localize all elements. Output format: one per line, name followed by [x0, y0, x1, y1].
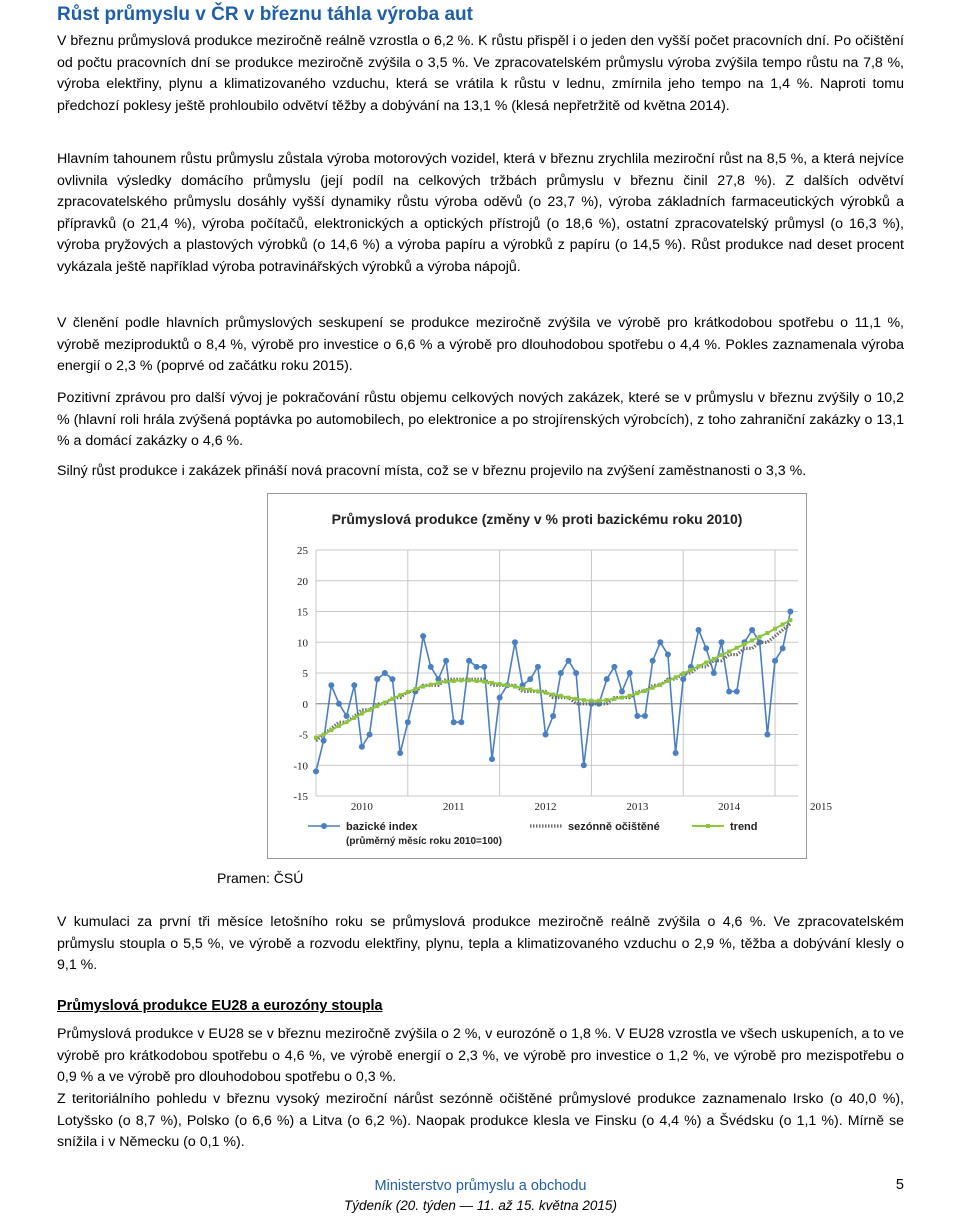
trend-point: [398, 693, 402, 697]
trend-point: [345, 720, 349, 724]
base-index-point: [581, 762, 587, 768]
x-tick-label: 2011: [442, 801, 465, 813]
trend-point: [505, 683, 509, 687]
base-index-point: [726, 688, 732, 694]
base-index-point: [627, 670, 633, 676]
base-index-point: [780, 645, 786, 651]
base-index-point: [466, 658, 472, 664]
trend-point: [720, 653, 724, 657]
trend-point: [475, 679, 479, 683]
y-tick-label: 20: [297, 575, 308, 588]
trend-point: [735, 646, 739, 650]
trend-point: [436, 681, 440, 685]
y-tick-label: 25: [297, 545, 308, 557]
base-index-point: [481, 664, 487, 670]
base-index-point: [558, 670, 564, 676]
trend-point: [750, 638, 754, 642]
trend-point: [704, 661, 708, 665]
trend-point: [666, 679, 670, 683]
base-index-point: [489, 756, 495, 762]
page-number: 5: [895, 1177, 904, 1193]
trend-point: [658, 683, 662, 687]
base-index-point: [389, 676, 395, 682]
trend-point: [329, 728, 333, 732]
paragraph-4: Pozitivní zprávou pro další vývoj je pokračování růstu objemu celkových nových zakázek, které se v průmyslu v březnu zvýšily o 10,2 % (hlavní roli hrála zvýšená poptávka po automobilech, po elektronice a po strojírenských výrobcích), z toho zahraniční zakázky o 13,1 % a domácí zakázky o 4,6 %.: [57, 390, 904, 449]
footer-week: Týdeník (20. týden — 11. až 15. května 2015): [344, 1198, 617, 1213]
base-index-point: [397, 750, 403, 756]
trend-point: [559, 694, 563, 698]
base-index-point: [703, 645, 709, 651]
base-index-point: [665, 652, 671, 658]
base-index-point: [634, 713, 640, 719]
base-index-point: [344, 713, 350, 719]
trend-point: [582, 698, 586, 702]
base-index-point: [734, 688, 740, 694]
base-index-point: [611, 664, 617, 670]
base-index-point: [405, 719, 411, 725]
base-index-point: [642, 713, 648, 719]
trend-point: [314, 736, 318, 740]
trend-point: [322, 733, 326, 737]
trend-point: [674, 675, 678, 679]
series-line-trend: [316, 620, 790, 738]
legend-sublabel-base-index: (průměrný měsíc roku 2010=100): [346, 836, 502, 847]
base-index-point: [374, 676, 380, 682]
x-tick-label: 2010: [350, 801, 373, 813]
base-index-point: [367, 732, 373, 738]
legend-marker-trend: [706, 824, 710, 828]
base-index-point: [680, 676, 686, 682]
trend-point: [758, 635, 762, 639]
paragraph-6: V kumulaci za první tři měsíce letošního roku se průmyslová produkce meziročně reálně zvýšila o 4,6 %. Ve zpracovatelském průmyslu stoupla o 5,5 %, ve výrobě a rozvodu elektřiny, plynu, tepla a klimatizovaného vzduchu o 2,9 %, těžba a dobývání klesly o 9,1 %.: [57, 914, 904, 973]
trend-point: [444, 680, 448, 684]
legend-label-seasonally-adjusted: sezónně očištěné: [568, 821, 660, 833]
base-index-point: [696, 627, 702, 633]
y-tick-label: -10: [293, 760, 308, 773]
base-index-point: [420, 633, 426, 639]
base-index-point: [328, 682, 334, 688]
paragraph-8: Z teritoriálního pohledu v březnu vysoký meziroční nárůst sezónně očištěné průmyslové produkce zaznamenalo Irsko (o 40,0 %), Lotyšsko (o 8,7 %), Polsko (o 6,6 %) a Litva (o 6,2 %). Naopak produkce klesla ve Finsku (o 4,4 %) a Švédsku (o 1,1 %). Mírně se snížila i v Německu (o 0,1 %).: [57, 1091, 904, 1150]
legend-marker-base-index: [321, 823, 327, 829]
x-tick-label: 2015: [809, 801, 832, 813]
y-tick-label: 15: [297, 606, 308, 619]
base-index-point: [428, 664, 434, 670]
trend-point: [773, 627, 777, 631]
trend-point: [566, 696, 570, 700]
base-index-point: [711, 670, 717, 676]
trend-point: [689, 668, 693, 672]
trend-point: [521, 686, 525, 690]
base-index-point: [321, 738, 327, 744]
trend-point: [681, 672, 685, 676]
trend-point: [498, 682, 502, 686]
source-note: Pramen: ČSÚ: [217, 870, 304, 886]
trend-point: [467, 678, 471, 682]
base-index-point: [565, 658, 571, 664]
trend-point: [536, 689, 540, 693]
trend-point: [413, 687, 417, 691]
base-index-point: [719, 639, 725, 645]
trend-point: [375, 704, 379, 708]
base-index-point: [359, 744, 365, 750]
base-index-point: [443, 658, 449, 664]
trend-point: [452, 679, 456, 683]
base-index-point: [474, 664, 480, 670]
y-tick-label: -15: [293, 791, 308, 803]
production-chart: [267, 493, 832, 859]
trend-point: [459, 678, 463, 682]
base-index-point: [764, 732, 770, 738]
base-index-point: [351, 682, 357, 688]
base-index-point: [787, 609, 793, 615]
page-title: Růst průmyslu v ČR v březnu táhla výroba aut: [57, 4, 473, 25]
chart-svg: [268, 494, 832, 858]
trend-point: [390, 697, 394, 701]
base-index-point: [451, 719, 457, 725]
trend-point: [352, 716, 356, 720]
trend-point: [383, 701, 387, 705]
base-index-point: [336, 701, 342, 707]
trend-point: [406, 690, 410, 694]
base-index-point: [749, 627, 755, 633]
section-heading: Průmyslová produkce EU28 a eurozóny stoupla: [57, 998, 383, 1014]
trend-point: [528, 688, 532, 692]
trend-point: [574, 697, 578, 701]
y-tick-label: 10: [297, 637, 308, 650]
trend-point: [781, 622, 785, 626]
trend-point: [712, 657, 716, 661]
paragraph-1: V březnu průmyslová produkce meziročně reálně vzrostla o 6,2 %. K růstu přispěl i o jeden den vyšší počet pracovních dní. Po očištění od počtu pracovních dní se produkce meziročně zvýšila o 3,5 %. Ve zpracovatelském průmyslu výroba zvýšila tempo růstu na 7,8 %, výroba elektřiny, plynu a klimatizovaného vzduchu, která se vrátila k růstu v lednu, zmírnila jeho tempo na 1,4 %. Naproti tomu předchozí poklesy ještě prohloubilo odvětví těžby a dobývání na 13,1 % (klesá nepřetržitě od května 2014).: [57, 33, 904, 114]
base-index-point: [673, 750, 679, 756]
base-index-point: [619, 688, 625, 694]
trend-point: [360, 712, 364, 716]
trend-point: [742, 642, 746, 646]
x-tick-label: 2014: [718, 801, 741, 813]
base-index-point: [650, 658, 656, 664]
base-index-point: [527, 676, 533, 682]
trend-point: [544, 691, 548, 695]
trend-point: [429, 683, 433, 687]
paragraph-5: Silný růst produkce i zakázek přináší nová pracovní místa, což se v březnu projevilo na zvýšení zaměstnanosti o 3,3 %.: [57, 463, 807, 479]
base-index-point: [772, 658, 778, 664]
base-index-point: [535, 664, 541, 670]
trend-point: [620, 696, 624, 700]
paragraph-7: Průmyslová produkce v EU28 se v březnu meziročně zvýšila o 2 %, v eurozóně o 1,8 %. V EU28 vzrostla ve všech uskupeních, a to ve výrobě pro krátkodobou spotřebu o 4,6 %, ve výrobě energií o 2,3 %, ve výrobě pro investice o 1,2 %, ve výrobě pro mezispotřebu o 0,9 % a ve výrobě pro dlouhodobou spotřebu o 0,3 %.: [57, 1026, 904, 1085]
y-tick-label: -5: [298, 729, 308, 742]
trend-point: [490, 681, 494, 685]
base-index-point: [573, 670, 579, 676]
trend-point: [765, 631, 769, 635]
trend-point: [727, 649, 731, 653]
legend-label-base-index: bazické index: [346, 821, 418, 833]
base-index-point: [497, 695, 503, 701]
trend-point: [697, 664, 701, 668]
base-index-point: [543, 732, 549, 738]
base-index-point: [458, 719, 464, 725]
footer-ministry: Ministerstvo průmyslu a obchodu: [374, 1178, 587, 1194]
base-index-point: [382, 670, 388, 676]
trend-point: [651, 686, 655, 690]
trend-point: [597, 699, 601, 703]
x-tick-label: 2012: [534, 801, 557, 813]
footer: [57, 1177, 904, 1215]
base-index-point: [313, 768, 319, 774]
trend-point: [612, 697, 616, 701]
trend-point: [643, 689, 647, 693]
trend-point: [337, 724, 341, 728]
chart-title: Průmyslová produkce (změny v % proti bazickému roku 2010): [331, 511, 743, 527]
trend-point: [788, 618, 792, 622]
base-index-point: [657, 639, 663, 645]
legend-label-trend: trend: [730, 821, 758, 833]
x-tick-label: 2013: [626, 801, 649, 813]
trend-point: [605, 698, 609, 702]
base-index-point: [550, 713, 556, 719]
trend-point: [589, 699, 593, 703]
trend-point: [513, 685, 517, 689]
trend-point: [368, 708, 372, 712]
trend-point: [482, 680, 486, 684]
trend-point: [421, 685, 425, 689]
y-tick-label: 0: [302, 698, 308, 711]
trend-point: [628, 694, 632, 698]
paragraph-3: V členění podle hlavních průmyslových seskupení se produkce meziročně zvýšila ve výrobě pro krátkodobou spotřebu o 11,1 %, výrobě meziproduktů o 8,4 %, výrobě pro investice o 6,6 % a výrobě pro dlouhodobou spotřebu o 4,4 %. Pokles zaznamenala výroba energií o 2,3 % (poprvé od začátku roku 2015).: [57, 315, 904, 374]
base-index-point: [512, 639, 518, 645]
paragraph-2: Hlavním tahounem růstu průmyslu zůstala výroba motorových vozidel, která v březnu zrychlila meziroční růst na 8,5 %, a která nejvíce ovlivnila výsledky domácího průmyslu (její podíl na celkových tržbách průmyslu v březnu činil 27,8 %). Z dalších odvětví zpracovatelského průmyslu dosáhly vyšší dynamiky růstu výroba oděvů (o 23,7 %), výroba základních farmaceutických výrobků a přípravků (o 21,4 %), výroba počítačů, elektronických a optických přístrojů (o 18,6 %), ostatní zpracovatelský průmysl (o 16,3 %), výroba pryžových a plastových výrobků (o 14,6 %) a výroba papíru a výrobků z papíru (o 14,5 %). Růst produkce nad deset procent vykázala ještě například výroba potravinářských výrobků a výroba nápojů.: [57, 151, 904, 275]
trend-point: [551, 693, 555, 697]
trend-point: [635, 691, 639, 695]
series-line-base-index: [316, 612, 790, 772]
y-tick-label: 5: [302, 668, 308, 680]
base-index-point: [604, 676, 610, 682]
